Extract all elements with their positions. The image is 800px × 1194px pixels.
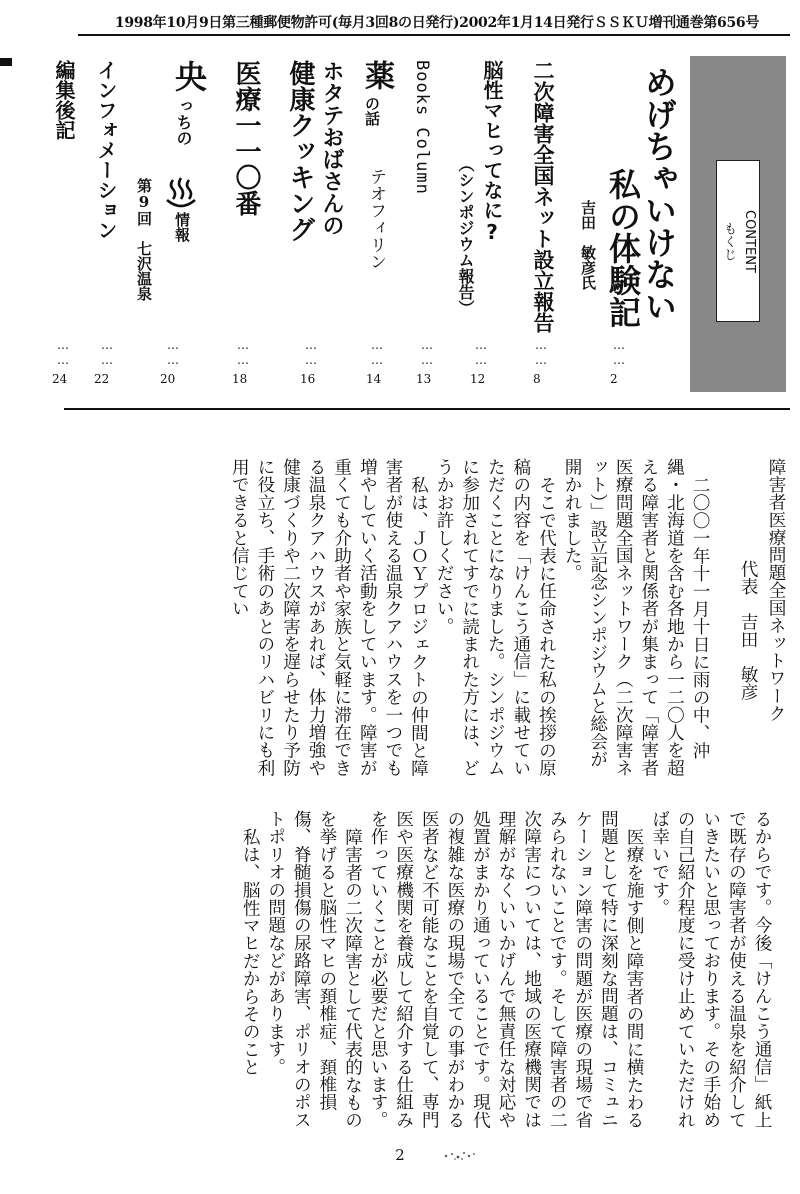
hot-spring-icon (164, 176, 198, 210)
toc-item-1-title[interactable]: めげちゃいけない (640, 66, 678, 322)
header-rule (78, 34, 790, 36)
print-smudge (438, 1146, 480, 1162)
toc-item-10-page: 24 (52, 372, 68, 386)
toc-bottom-rule (64, 408, 790, 410)
toc-item-8-title-small: っちの (174, 98, 193, 146)
toc-item-7-dots: …… (236, 338, 250, 368)
article-paragraph: 医療を施す側と障害者の間に横たわる問題として特に深刻な問題は、コミュニケーション障害の問題が医療の現場で省みられないことです。そして障害者の二次障害については、地域の医療機関では理解がなくいいかげんで無責任な対応や処置がまかり通っていることです。現代の複雑な医療の現場で全ての事がわかる医者など不可能なことを自覚して、専門医や医療機関を養成して紹介する仕組みを作っていくことが必要だと思います。 (368, 810, 645, 1129)
toc-item-2-title[interactable]: 二次障害全国ネット設立報告 (531, 60, 555, 333)
toc-item-7-title[interactable]: 医療一一〇番 (231, 60, 261, 216)
article-author: 代表 吉田 敏彦 (738, 560, 758, 701)
toc-item-2-dots: …… (534, 338, 548, 368)
article-organization: 障害者医療問題全国ネットワーク (766, 458, 786, 722)
issue-info-header: 1998年10月9日第三種郵便物許可(毎月3回8の日発行)2002年1月14日発行ＳＳＫＵ増刊通巻第656号 (114, 15, 760, 31)
toc-item-8-subtitle: 第9回 七沢温泉 (135, 178, 153, 301)
toc-item-4-page: 13 (416, 372, 432, 386)
toc-item-8-title[interactable]: 央 (170, 60, 208, 92)
toc-item-8-dots: …… (166, 338, 180, 368)
toc-item-5-title-small: の話 (363, 96, 381, 126)
toc-item-4-dots: …… (420, 338, 434, 368)
toc-item-2-page: 8 (533, 372, 541, 386)
toc-label-ja: もくじ (721, 221, 736, 261)
article-body-upper (54, 458, 712, 783)
toc-item-6-title2[interactable]: 健康クッキング (285, 60, 315, 242)
toc-item-5-title[interactable]: 薬 (359, 60, 394, 90)
toc-item-1-title2[interactable]: 私の体験記 (604, 168, 642, 328)
toc-item-3-page: 12 (470, 372, 486, 386)
article-paragraph: るからです。今後「けんこう通信」紙上で既存の障害者が使える温泉を紹介していきたいと思っております。その手始めの自己紹介程度に受け止めていただければ幸いです。 (649, 810, 772, 1129)
toc-item-9-dots: …… (100, 338, 114, 368)
toc-item-1-author: 吉田 敏彦氏 (579, 200, 597, 290)
toc-item-7-page: 18 (232, 372, 248, 386)
toc-item-6-page: 16 (300, 372, 316, 386)
toc-item-6-title[interactable]: ホタテおばさんの (319, 60, 344, 236)
toc-item-5-dots: …… (370, 338, 384, 368)
toc-item-8-page: 20 (160, 372, 176, 386)
toc-item-9-title[interactable]: インフォメーション (94, 60, 118, 240)
article-body-lower (54, 810, 774, 1132)
page-number: 2 (395, 1146, 405, 1164)
toc-item-3-subtitle: （シンポジウム報告） (456, 156, 475, 316)
article-paragraph: そこで代表に任命された私の挨拶の原稿の内容を「けんこう通信」に載せていただくことになりました。シンポジウムに参加されてすでに読まれた方には、どうかお許しください。 (434, 458, 557, 777)
toc-item-1-page: 2 (610, 372, 618, 386)
toc-item-4-title[interactable]: Books Column (412, 60, 432, 195)
toc-item-9-page: 22 (94, 372, 110, 386)
article-paragraph: 私は、脳性マヒだからそのこと (240, 827, 261, 1076)
toc-item-1-dots: …… (612, 338, 626, 368)
toc-item-6-dots: …… (304, 338, 318, 368)
toc-item-5-page: 14 (366, 372, 382, 386)
toc-item-3-title[interactable]: 脳性マヒってなに? (480, 60, 504, 244)
article-paragraph: 障害者の二次障害として代表的なものを挙げると脳性マヒの頚椎症、頚椎損傷、脊髄損傷の尿路障害、ポリオのポストポリオの問題などがあります。 (265, 810, 363, 1129)
toc-item-3-dots: …… (474, 338, 488, 368)
toc-label-box (716, 160, 760, 322)
toc-item-10-dots: …… (56, 338, 70, 368)
article-paragraph: 二〇〇一年十一月十日に雨の中、沖縄・北海道を含む各地から一二〇人を超える障害者と関係者が集まって「障害者医療問題全国ネットワーク（二次障害ネット）」設立記念シンポジウムと総会が開かれました。 (562, 458, 710, 777)
toc-label-en: CONTENT (742, 209, 757, 273)
toc-item-8-badge: 情報 (173, 212, 191, 242)
article-paragraph: 私は、ＪＯＹプロジェクトの仲間と障害者が使える温泉クアハウスを一つでも増やしていく活動をしています。障害が重くても介助者や家族と気軽に滞在できる温泉クアハウスがあれば、体力増強や健康づくりや二次障害を遅らせたり予防に役立ち、手術のあとのリハビリにも利用できると信じてい (229, 458, 429, 777)
toc-item-5-subtitle: テオフィリン (366, 168, 386, 270)
toc-item-10-title[interactable]: 編集後記 (52, 60, 76, 140)
crop-mark (0, 58, 12, 66)
